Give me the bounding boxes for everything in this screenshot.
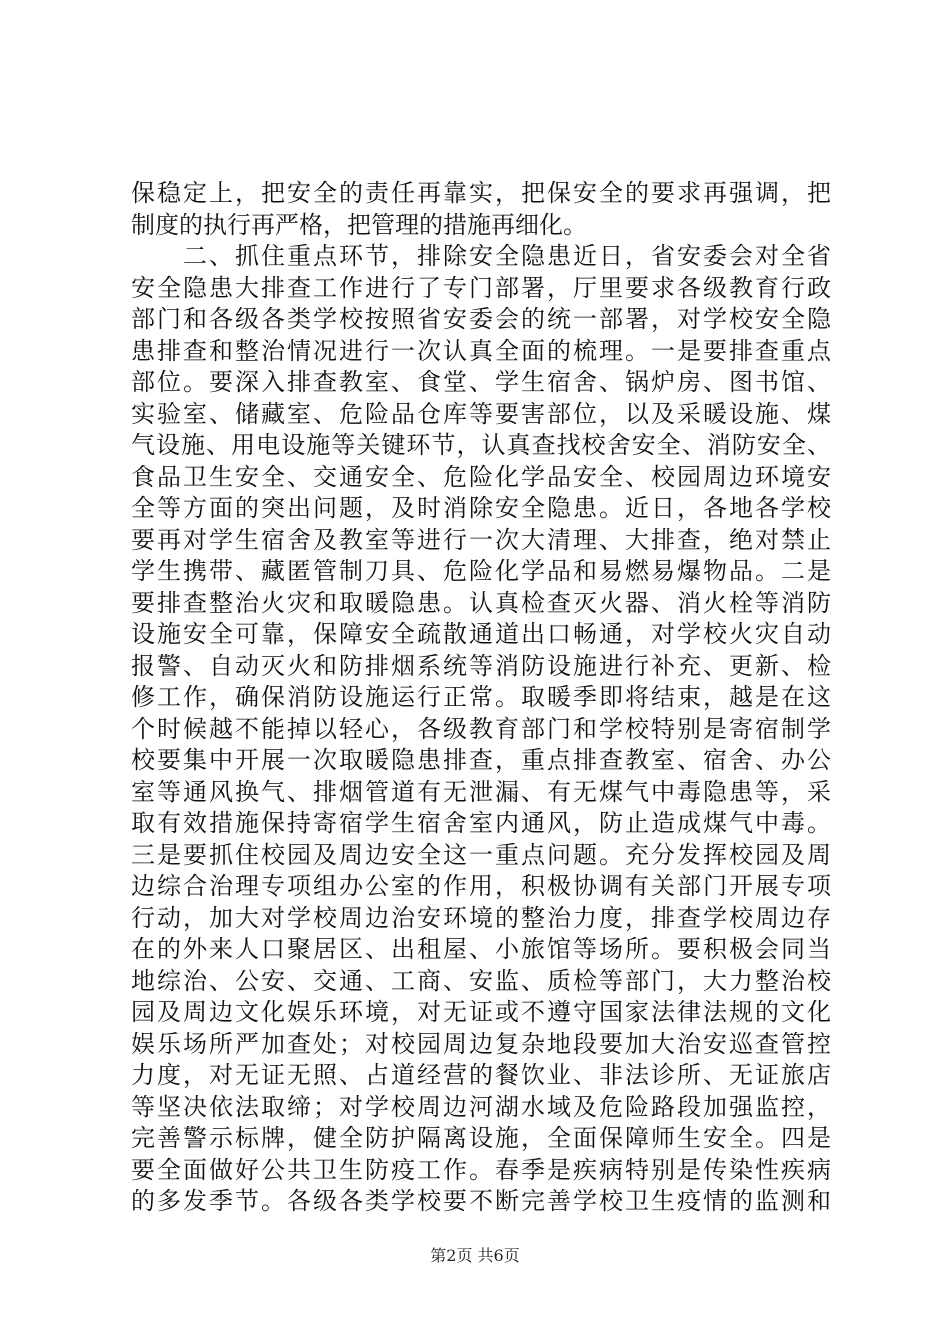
text-line: 部门和各级各类学校按照省安委会的统一部署，对学校安全隐 [131,305,831,333]
text-line: 取有效措施保持寄宿学生宿舍室内通风，防止造成煤气中毒。 [131,809,831,837]
text-line: 园及周边文化娱乐环境，对无证或不遵守国家法律法规的文化 [131,998,831,1026]
text-line: 全等方面的突出问题，及时消除安全隐患。近日，各地各学校 [131,494,831,522]
text-line: 个时候越不能掉以轻心，各级教育部门和学校特别是寄宿制学 [131,714,831,743]
text-line: 娱乐场所严加查处；对校园周边复杂地段要加大治安巡查管控 [131,1029,831,1058]
text-line: 要再对学生宿舍及教室等进行一次大清理、大排查，绝对禁止 [131,525,831,554]
text-line: 学生携带、藏匿管制刀具、危险化学品和易燃易爆物品。二是 [131,557,831,585]
text-line: 边综合治理专项组办公室的作用，积极协调有关部门开展专项 [131,872,831,900]
text-line: 三是要抓住校园及周边安全这一重点问题。充分发挥校园及周 [131,840,831,869]
body-text [131,178,831,1218]
text-line: 气设施、用电设施等关键环节，认真查找校舍安全、消防安全、 [131,431,831,459]
text-line: 二、抓住重点环节，排除安全隐患近日，省安委会对全省 [131,242,831,270]
text-line: 等坚决依法取缔；对学校周边河湖水域及危险路段加强监控， [131,1092,831,1121]
text-line: 室等通风换气、排烟管道有无泄漏、有无煤气中毒隐患等，采 [131,777,831,806]
text-line: 地综治、公安、交通、工商、安监、质检等部门，大力整治校 [131,966,831,995]
text-line: 在的外来人口聚居区、出租屋、小旅馆等场所。要积极会同当 [131,935,831,963]
text-line: 保稳定上，把安全的责任再靠实，把保安全的要求再强调，把 [131,179,831,207]
text-line: 要全面做好公共卫生防疫工作。春季是疾病特别是传染性疾病 [131,1155,831,1184]
text-line: 报警、自动灭火和防排烟系统等消防设施进行补充、更新、检 [131,651,831,680]
text-line: 实验室、储藏室、危险品仓库等要害部位，以及采暖设施、煤 [131,399,831,428]
text-line: 行动，加大对学校周边治安环境的整治力度，排查学校周边存 [131,903,831,932]
text-line: 食品卫生安全、交通安全、危险化学品安全、校园周边环境安 [131,462,831,491]
text-line: 完善警示标牌，健全防护隔离设施，全面保障师生安全。四是 [131,1124,831,1152]
page-footer: 第2页 共6页 [430,1246,520,1265]
text-line: 患排查和整治情况进行一次认真全面的梳理。一是要排查重点 [131,336,831,365]
text-line: 要排查整治火灾和取暖隐患。认真检查灭火器、消火栓等消防 [131,588,831,617]
text-line: 力度，对无证无照、占道经营的餐饮业、非法诊所、无证旅店 [131,1061,831,1089]
text-line: 制度的执行再严格，把管理的措施再细化。 [131,210,587,239]
text-line: 部位。要深入排查教室、食堂、学生宿舍、锅炉房、图书馆、 [131,368,831,396]
text-line: 设施安全可靠，保障安全疏散通道出口畅通，对学校火灾自动 [131,620,831,648]
text-line: 校要集中开展一次取暖隐患排查，重点排查教室、宿舍、办公 [131,746,831,774]
text-line: 安全隐患大排查工作进行了专门部署，厅里要求各级教育行政 [131,273,831,302]
text-line: 修工作，确保消防设施运行正常。取暖季即将结束，越是在这 [131,683,831,711]
text-line: 的多发季节。各级各类学校要不断完善学校卫生疫情的监测和 [131,1187,831,1215]
